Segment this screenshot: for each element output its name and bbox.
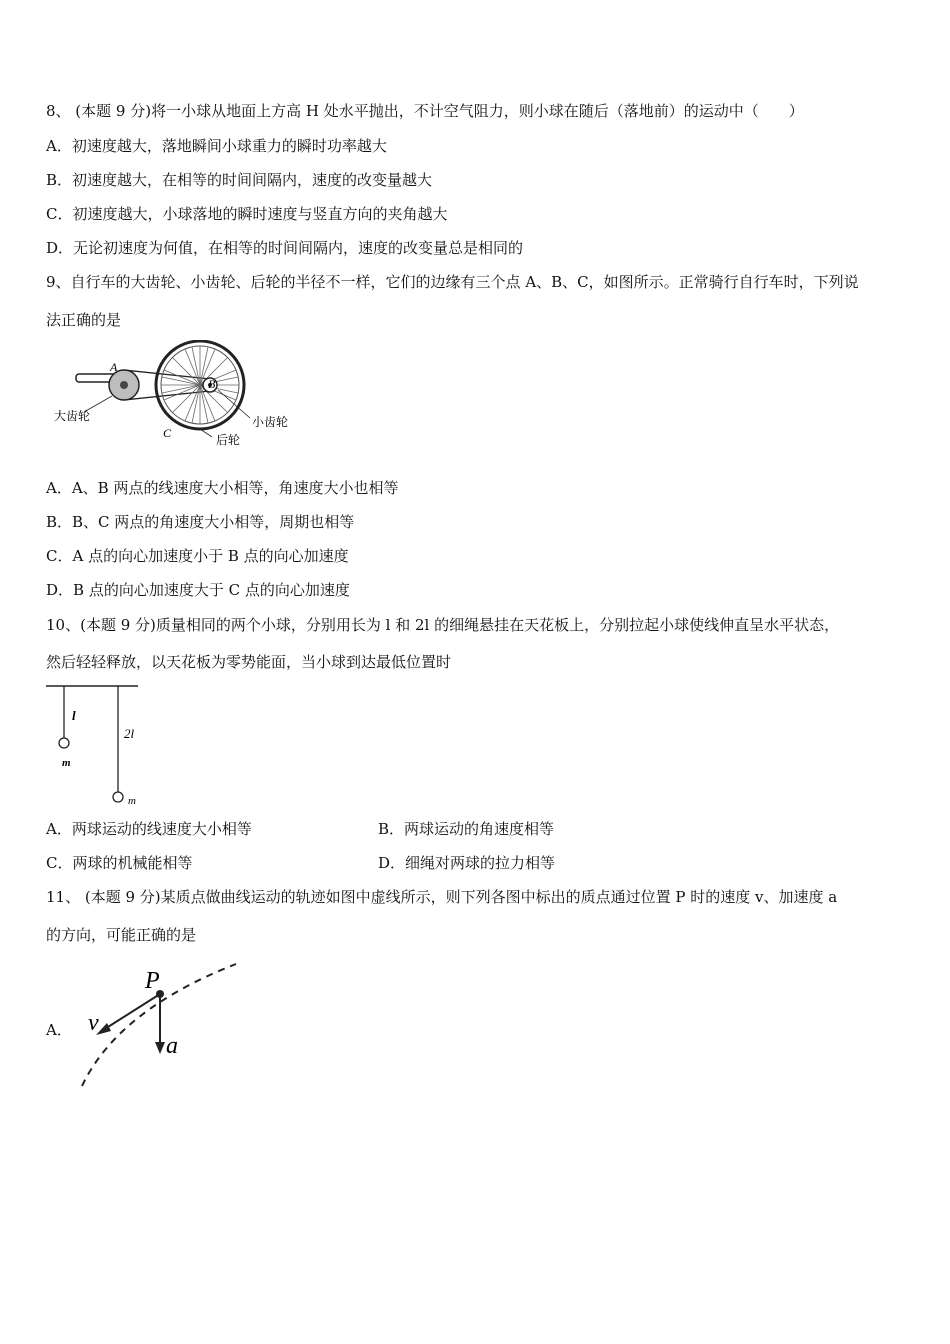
label-a: a (166, 1033, 178, 1059)
trajectory-figure (78, 960, 248, 1095)
label-big-gear: 大齿轮 (54, 409, 91, 423)
label-small-gear: 小齿轮 (252, 415, 289, 429)
q10-option-d[interactable]: D．细绳对两球的拉力相等 (378, 854, 556, 872)
label-mass-1: m (62, 757, 71, 769)
q9-stem-line1: 9、自行车的大齿轮、小齿轮、后轮的半径不一样，它们的边缘有三个点 A、B、C，如图所示。正常骑行自行车时，下列说 (46, 273, 859, 291)
q8-option-c[interactable]: C．初速度越大，小球落地的瞬时速度与竖直方向的夹角越大 (46, 205, 448, 223)
q9-option-c[interactable]: C．A 点的向心加速度小于 B 点的向心加速度 (46, 547, 349, 565)
bicycle-figure (50, 340, 310, 452)
q9-stem-line2: 法正确的是 (46, 311, 122, 329)
acceleration-arrowhead (155, 1042, 165, 1054)
velocity-arrow (100, 994, 160, 1032)
pendulum-figure (46, 682, 156, 810)
q11-stem-line2: 的方向，可能正确的是 (46, 926, 197, 944)
label-p: P (145, 968, 160, 994)
long-ball (113, 792, 123, 802)
q8-option-a[interactable]: A．初速度越大，落地瞬间小球重力的瞬时功率越大 (46, 137, 387, 155)
label-point-b: B (208, 377, 216, 391)
q10-option-b[interactable]: B．两球运动的角速度相等 (378, 820, 555, 838)
q9-option-b[interactable]: B．B、C 两点的角速度大小相等，周期也相等 (46, 513, 355, 531)
label-mass-2: m (128, 795, 136, 807)
label-length-2l: 2l (124, 726, 135, 741)
q8-stem: 8、 (本题 9 分)将一小球从地面上方高 H 处水平抛出，不计空气阻力，则小球在随后（落地前）的运动中（ ） (46, 102, 804, 120)
q10-stem-line1: 10、(本题 9 分)质量相同的两个小球，分别用长为 l 和 2l 的细绳悬挂在天花板上，分别拉起小球使线伸直呈水平状态， (46, 616, 840, 634)
q9-option-a[interactable]: A．A、B 两点的线速度大小相等，角速度大小也相等 (46, 479, 399, 497)
q10-option-c[interactable]: C．两球的机械能相等 (46, 854, 193, 872)
label-point-c: C (163, 426, 172, 440)
q11-option-a-label[interactable]: A． (46, 1021, 72, 1039)
q8-option-b[interactable]: B．初速度越大，在相等的时间间隔内，速度的改变量越大 (46, 171, 433, 189)
q9-option-d[interactable]: D．B 点的向心加速度大于 C 点的向心加速度 (46, 581, 350, 599)
label-length-l: l (72, 708, 76, 723)
label-rear-wheel: 后轮 (216, 433, 241, 447)
q11-stem-line1: 11、 (本题 9 分)某质点做曲线运动的轨迹如图中虚线所示，则下列各图中标出的质点通过位置 P 时的速度 v、加速度 a (46, 888, 838, 906)
short-ball (59, 738, 69, 748)
label-v: v (88, 1010, 99, 1036)
q10-stem-line2: 然后轻轻释放，以天花板为零势能面，当小球到达最低位置时 (46, 653, 452, 671)
q8-option-d[interactable]: D．无论初速度为何值，在相等的时间间隔内，速度的改变量总是相同的 (46, 239, 524, 257)
q10-option-a[interactable]: A．两球运动的线速度大小相等 (46, 820, 252, 838)
label-point-a: A (110, 360, 118, 374)
